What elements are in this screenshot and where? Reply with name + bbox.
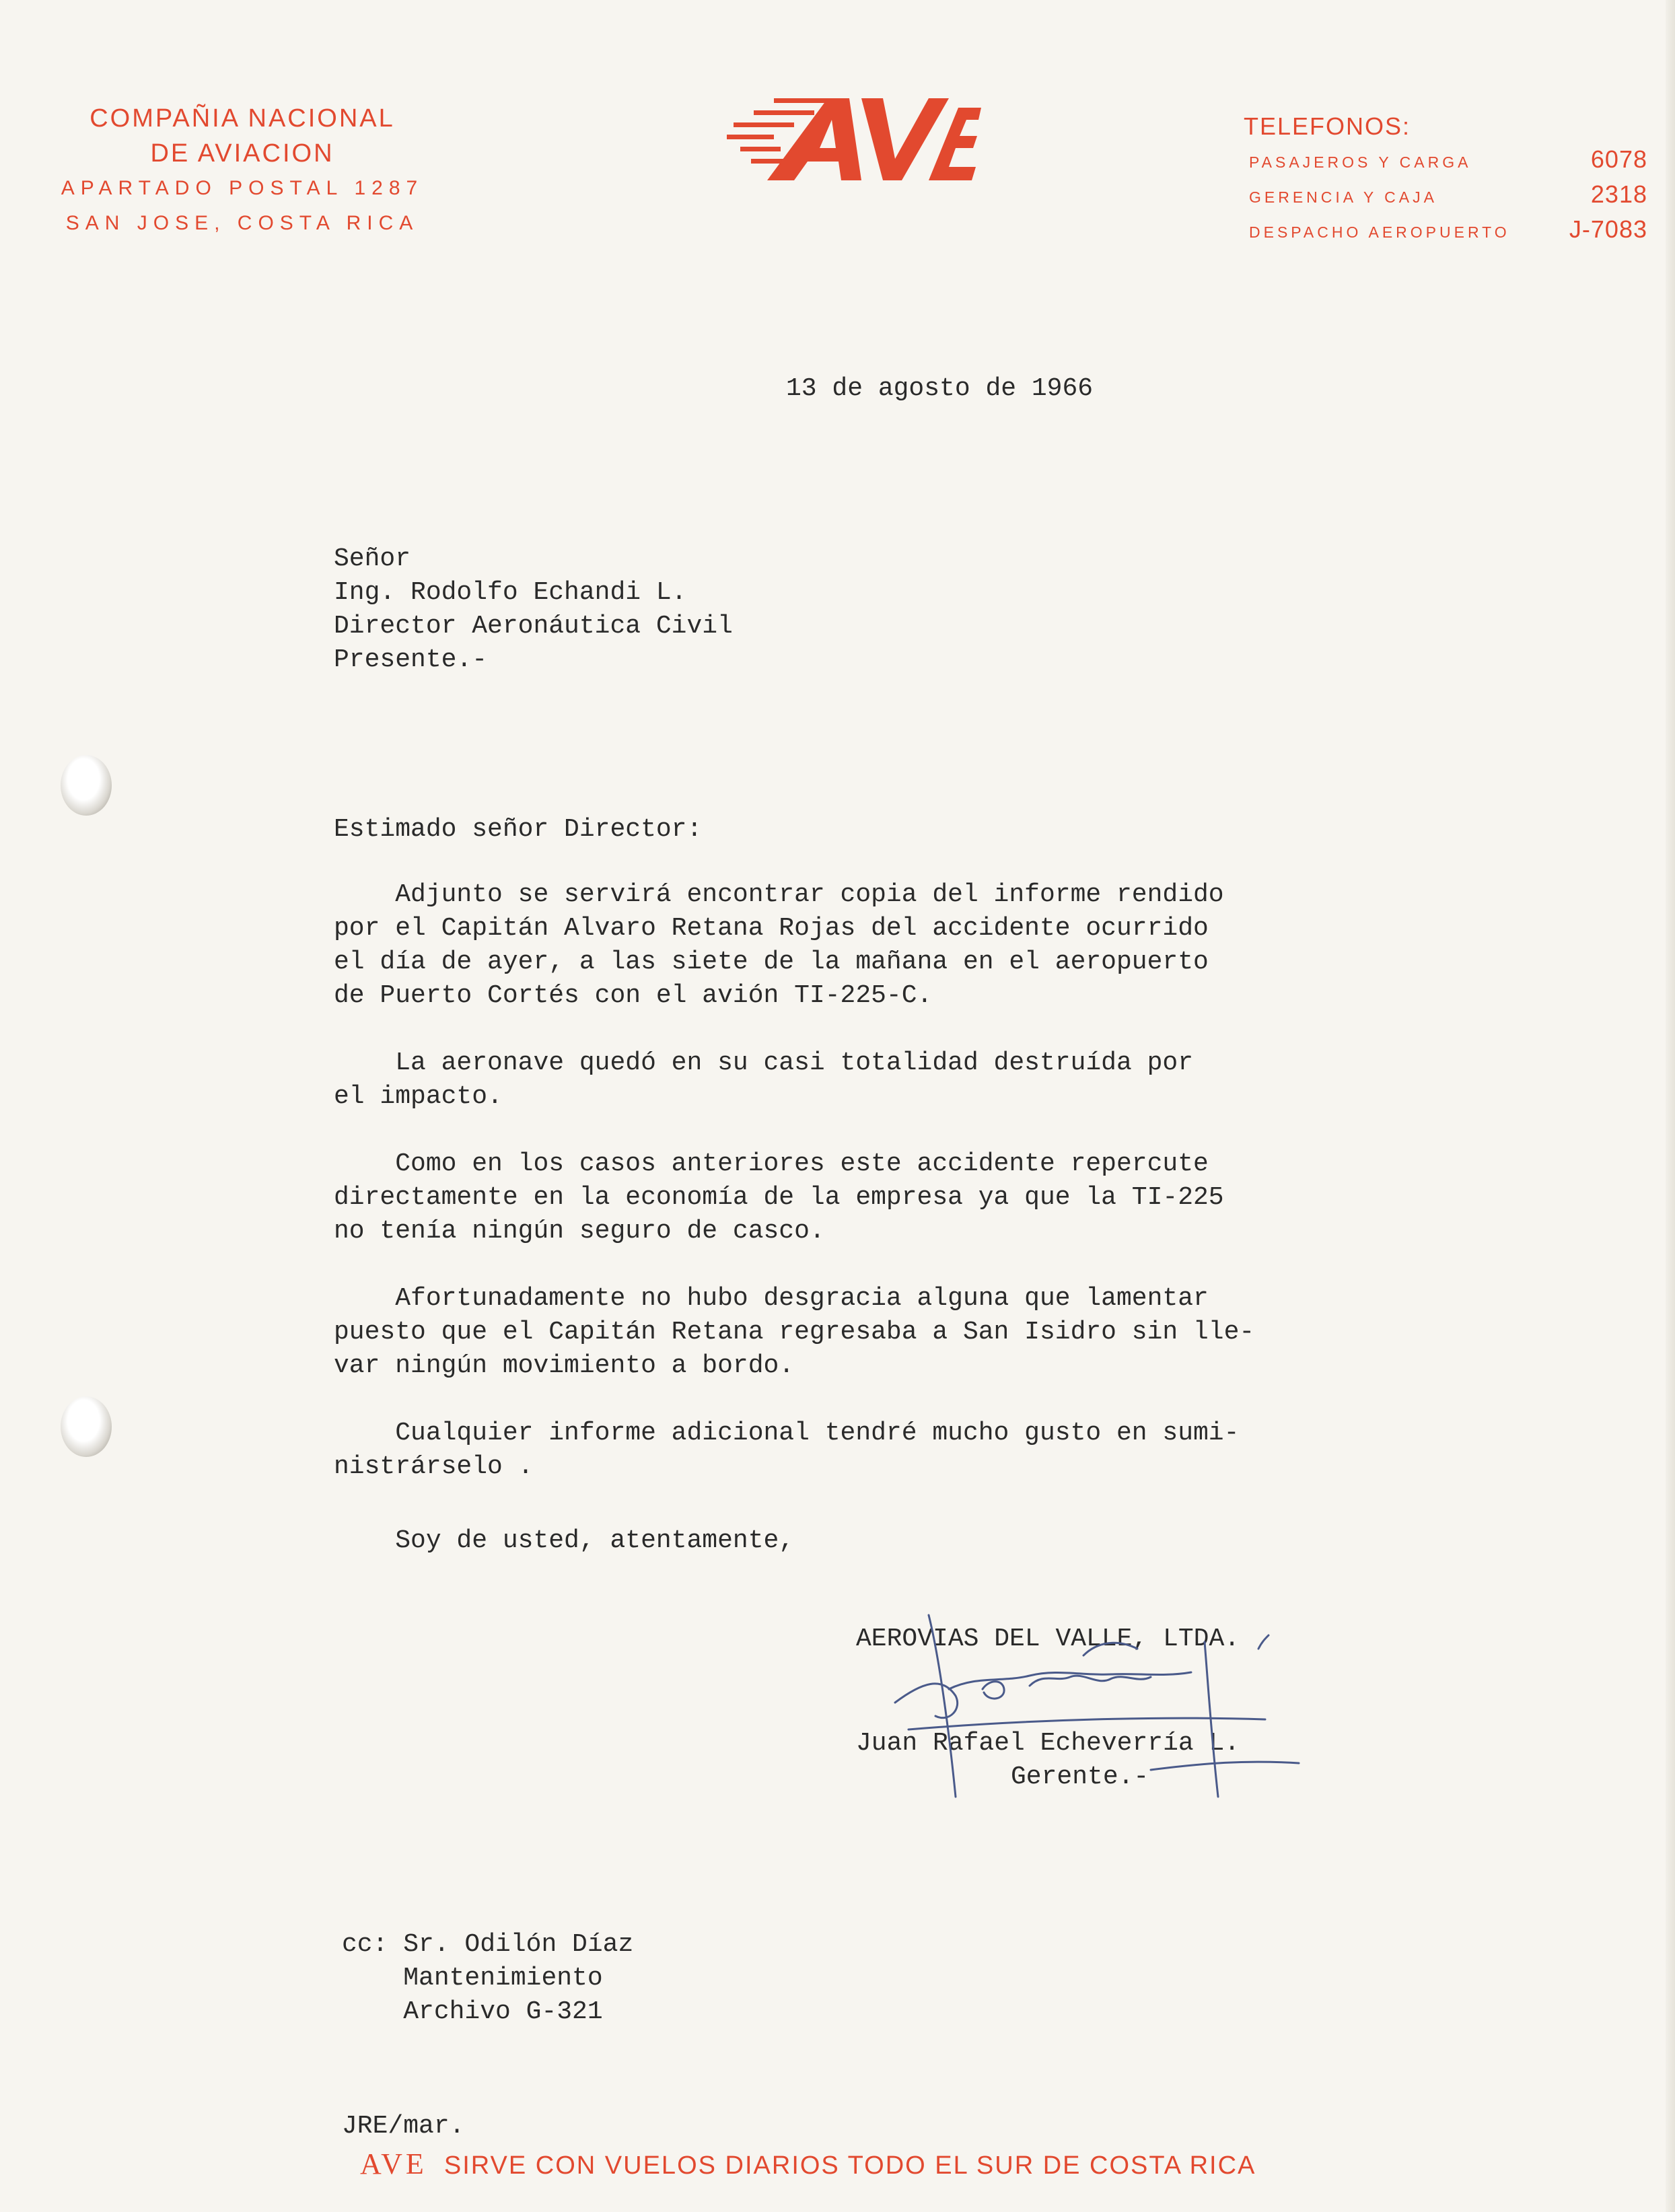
body-line: puesto que el Capitán Retana regresaba a San Isidro sin lle- bbox=[334, 1318, 1255, 1347]
signer-name: Juan Rafael Echeverría L. bbox=[856, 1729, 1240, 1758]
footer-slogan-text: SIRVE CON VUELOS DIARIOS TODO EL SUR DE COSTA RICA bbox=[443, 2151, 1256, 2180]
body-line: Adjunto se servirá encontrar copia del informe rendido bbox=[334, 880, 1224, 909]
typist-initials: JRE/mar. bbox=[342, 2112, 465, 2141]
phone-label: GERENCIA Y CAJA bbox=[1249, 188, 1437, 206]
handwritten-signature bbox=[828, 1602, 1312, 1804]
recipient-line: Ing. Rodolfo Echandi L. bbox=[334, 578, 687, 607]
phones-title: TELEFONOS: bbox=[1244, 112, 1411, 140]
body-line: por el Capitán Alvaro Retana Rojas del accidente ocurrido bbox=[334, 914, 1209, 943]
body-line: no tenía ningún seguro de casco. bbox=[334, 1217, 825, 1246]
paper-edge bbox=[1666, 0, 1675, 2212]
phone-row bbox=[1244, 215, 1647, 250]
phone-number: 6078 bbox=[1590, 145, 1647, 173]
body-line: nistrárselo . bbox=[334, 1452, 534, 1481]
salutation: Estimado señor Director: bbox=[334, 815, 703, 844]
letterhead-phones bbox=[1244, 108, 1647, 250]
body-line: Afortunadamente no hubo desgracia alguna que lamentar bbox=[334, 1284, 1209, 1313]
phone-row bbox=[1244, 180, 1647, 215]
phone-label: DESPACHO AEROPUERTO bbox=[1249, 223, 1510, 241]
company-name-line1: COMPAÑIA NACIONAL bbox=[90, 104, 395, 133]
phone-label: PASAJEROS Y CARGA bbox=[1249, 153, 1472, 171]
recipient-line: Director Aeronáutica Civil bbox=[334, 612, 733, 641]
ave-logo bbox=[727, 94, 983, 188]
body-line: directamente en la economía de la empresa ya que la TI-225 bbox=[334, 1183, 1224, 1212]
closing: Soy de usted, atentamente, bbox=[334, 1526, 795, 1555]
address-line2: SAN JOSE, COSTA RICA bbox=[65, 212, 419, 234]
company-signature: AEROVIAS DEL VALLE, LTDA. bbox=[856, 1625, 1240, 1653]
phone-number: 2318 bbox=[1590, 180, 1647, 208]
signer-title: Gerente.- bbox=[1011, 1762, 1149, 1791]
body-line: el impacto. bbox=[334, 1082, 503, 1111]
punch-hole bbox=[61, 755, 112, 816]
body-line: var ningún movimiento a bordo. bbox=[334, 1351, 795, 1380]
footer-brand: AVE bbox=[360, 2147, 427, 2180]
cc-line: cc: Sr. Odilón Díaz bbox=[342, 1930, 634, 1959]
body-line: Como en los casos anteriores este accidente repercute bbox=[334, 1149, 1209, 1178]
footer-slogan bbox=[360, 2147, 1256, 2181]
address-line1: APARTADO POSTAL 1287 bbox=[61, 177, 424, 199]
cc-line: Mantenimiento bbox=[342, 1964, 603, 1993]
body-line: Cualquier informe adicional tendré mucho gusto en sumi- bbox=[334, 1419, 1240, 1448]
phone-row bbox=[1244, 145, 1647, 180]
body-line: el día de ayer, a las siete de la mañana en el aeropuerto bbox=[334, 948, 1209, 976]
body-line: de Puerto Cortés con el avión TI-225-C. bbox=[334, 981, 933, 1010]
recipient-line: Señor bbox=[334, 544, 411, 573]
cc-line: Archivo G-321 bbox=[342, 1997, 603, 2026]
phone-number: J-7083 bbox=[1569, 215, 1647, 243]
body-line: La aeronave quedó en su casi totalidad destruída por bbox=[334, 1048, 1194, 1077]
punch-hole bbox=[61, 1396, 112, 1457]
company-name-line2: DE AVIACION bbox=[150, 139, 334, 168]
recipient-line: Presente.- bbox=[334, 645, 488, 674]
letter-date: 13 de agosto de 1966 bbox=[786, 374, 1094, 403]
letterhead-company-block bbox=[40, 101, 444, 241]
